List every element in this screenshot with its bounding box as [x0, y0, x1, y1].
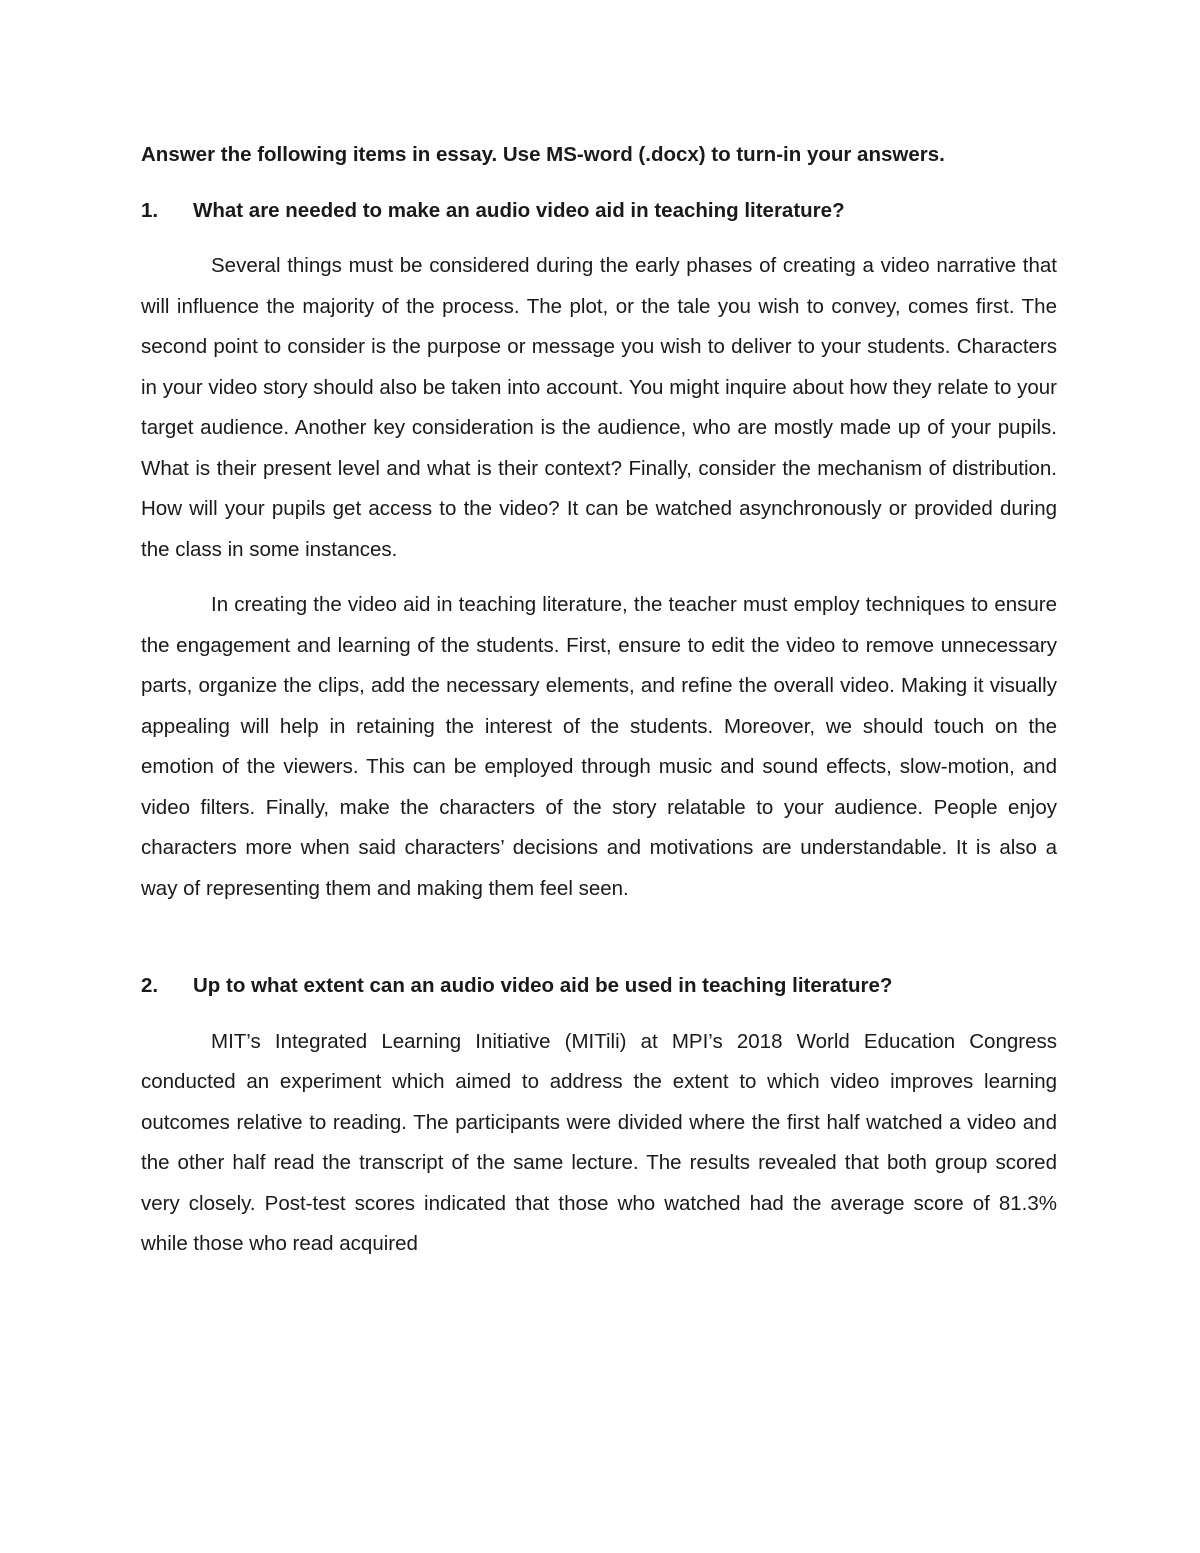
instruction-heading: Answer the following items in essay. Use MS-word (.docx) to turn-in your answers. — [141, 143, 945, 166]
blank-line — [141, 924, 1057, 966]
document-body — [141, 135, 1057, 1280]
question-2-number: 2. — [141, 974, 159, 997]
question-1-text: What are needed to make an audio video aid in teaching literature? — [193, 198, 845, 222]
question-2-heading — [141, 966, 1057, 1007]
question-2-text: Up to what extent can an audio video aid be used in teaching literature? — [193, 974, 893, 997]
answer-1-paragraph-1: Several things must be considered during the early phases of creating a video narrative that will influence the majority of the process. The plot, or the tale you wish to convey, comes first. The second point to consider is the purpose or message you wish to deliver to your students. Characters in your video story should also be taken into account. You might inquire about how they relate to your target audience. Another key consideration is the audience, who are mostly made up of your pupils. What is their present level and what is their context? Finally, consider the mechanism of distribution. How will your pupils get access to the video? It can be watched asynchronously or provided during the class in some instances. — [141, 254, 1057, 561]
question-1-number: 1. — [141, 198, 159, 222]
question-1-heading — [141, 191, 1057, 232]
answer-1-paragraph-2: In creating the video aid in teaching literature, the teacher must employ techniques to ensure the engagement and learning of the students. First, ensure to edit the video to remove unnecessary parts, organize the clips, add the necessary elements, and refine the overall video. Making it visually appealing will help in retaining the interest of the students. Moreover, we should touch on the emotion of the viewers. This can be employed through music and sound effects, slow-motion, and video filters. Finally, make the characters of the story relatable to your audience. People enjoy characters more when said characters’ decisions and motivations are understandable. It is also a way of representing them and making them feel seen. — [141, 593, 1057, 900]
answer-2-paragraph-1: MIT’s Integrated Learning Initiative (MITili) at MPI’s 2018 World Education Congress conducted an experiment which aimed to address the extent to which video improves learning outcomes relative to reading. The participants were divided where the first half watched a video and the other half read the transcript of the same lecture. The results revealed that both group scored very closely. Post-test scores indicated that those who watched had the average score of 81.3% while those who read acquired — [141, 1029, 1057, 1255]
